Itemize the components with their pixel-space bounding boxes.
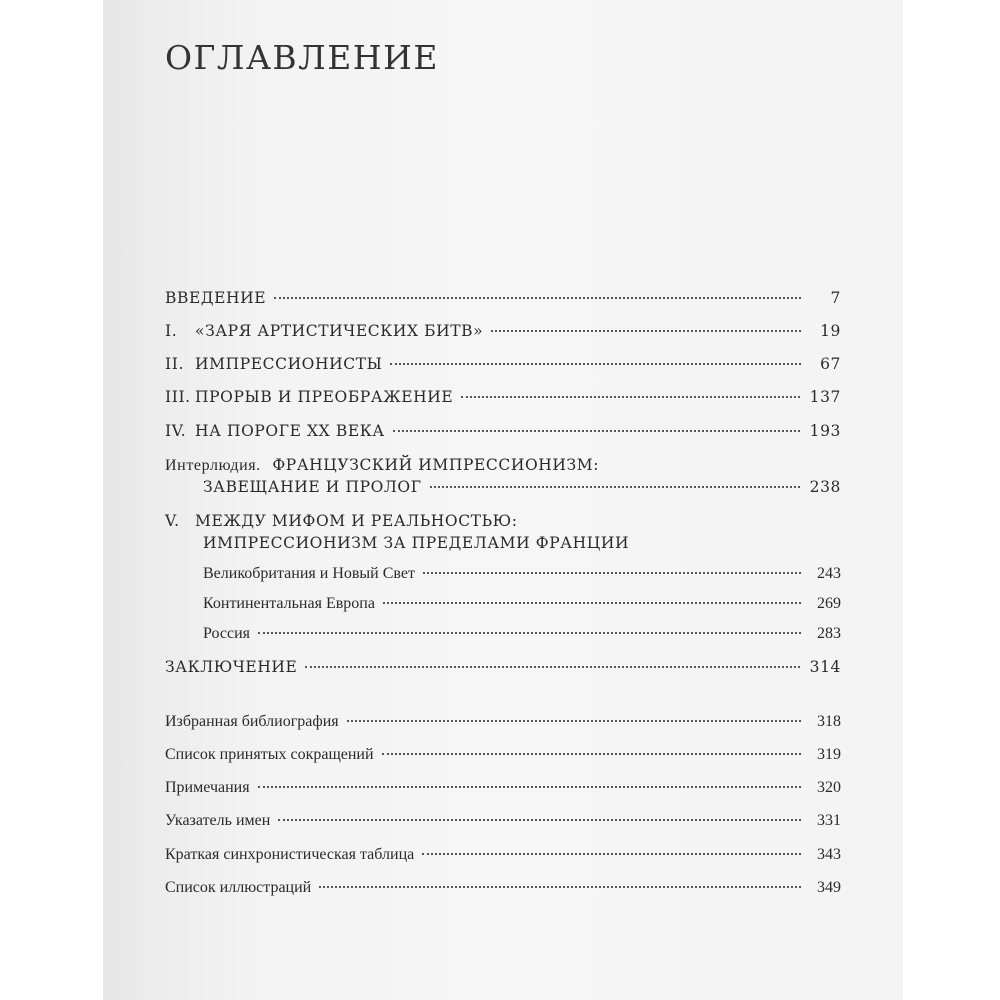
toc-appendix-entry bbox=[165, 777, 841, 799]
chapter-number: I. bbox=[165, 322, 178, 340]
toc-entry-chapter-2 bbox=[165, 353, 841, 375]
toc-subsection bbox=[203, 563, 841, 585]
toc-label: «ЗАРЯ АРТИСТИЧЕСКИХ БИТВ» bbox=[195, 322, 484, 340]
dot-leader bbox=[383, 602, 801, 604]
toc-page-number: 243 bbox=[817, 565, 841, 582]
toc-label: Великобритания и Новый Свет bbox=[203, 565, 415, 582]
dot-leader bbox=[274, 297, 801, 299]
toc-appendix-entry bbox=[165, 810, 841, 832]
toc-page-number: 349 bbox=[817, 879, 841, 896]
toc-label: МЕЖДУ МИФОМ И РЕАЛЬНОСТЬЮ: bbox=[195, 512, 518, 530]
toc-entry-interlude bbox=[203, 476, 841, 498]
toc-label: ЗАВЕЩАНИЕ И ПРОЛОГ bbox=[203, 478, 422, 496]
toc-label: ФРАНЦУЗСКИЙ ИМПРЕССИОНИЗМ: bbox=[272, 456, 600, 474]
chapter-number: III. bbox=[165, 388, 191, 406]
toc-entry-chapter-5-line-1 bbox=[165, 510, 518, 532]
dot-leader bbox=[390, 363, 801, 365]
toc-label: ЗАКЛЮЧЕНИЕ bbox=[165, 658, 298, 676]
dot-leader bbox=[461, 396, 799, 398]
toc-label: НА ПОРОГЕ XX ВЕКА bbox=[195, 422, 385, 440]
toc-page-number: 238 bbox=[809, 478, 841, 496]
toc-label: ВВЕДЕНИЕ bbox=[165, 289, 267, 307]
page-margin bbox=[903, 0, 1000, 1000]
dot-leader bbox=[278, 819, 801, 821]
toc-page-number: 269 bbox=[817, 595, 841, 612]
dot-leader bbox=[347, 720, 801, 722]
toc-page-number: 193 bbox=[809, 422, 841, 440]
dot-leader bbox=[382, 753, 801, 755]
dot-leader bbox=[423, 572, 801, 574]
toc-label: ИМПРЕССИОНИЗМ ЗА ПРЕДЕЛАМИ ФРАНЦИИ bbox=[203, 534, 630, 552]
chapter-number: IV. bbox=[165, 422, 187, 440]
interlude-prefix: Интерлюдия. bbox=[165, 457, 261, 474]
toc-label: Указатель имен bbox=[165, 812, 271, 829]
toc-entry-interlude-line-1 bbox=[165, 454, 599, 477]
dot-leader bbox=[422, 853, 801, 855]
toc-label: ПРОРЫВ И ПРЕОБРАЖЕНИЕ bbox=[195, 388, 454, 406]
toc-page-number: 318 bbox=[817, 713, 841, 730]
toc-label: Список иллюстраций bbox=[165, 879, 312, 896]
toc-entry-intro bbox=[165, 287, 841, 309]
chapter-number: II. bbox=[165, 355, 184, 373]
toc-entry-chapter-1 bbox=[165, 320, 841, 342]
dot-leader bbox=[319, 886, 801, 888]
toc-entry-chapter-3 bbox=[165, 386, 841, 408]
toc-page-number: 19 bbox=[820, 322, 841, 340]
toc-page-number: 319 bbox=[817, 746, 841, 763]
toc-entry-conclusion bbox=[165, 656, 841, 678]
toc-page-number: 343 bbox=[817, 846, 841, 863]
toc-appendix-entry bbox=[165, 844, 841, 866]
toc-label: Избранная библиография bbox=[165, 713, 339, 730]
dot-leader bbox=[393, 430, 800, 432]
toc-appendix-entry bbox=[165, 711, 841, 733]
dot-leader bbox=[258, 632, 801, 634]
toc-subsection bbox=[203, 623, 841, 645]
chapter-number: V. bbox=[165, 512, 180, 530]
toc-appendix-entry bbox=[165, 744, 841, 766]
toc-page-number: 314 bbox=[809, 658, 841, 676]
toc-subsection bbox=[203, 593, 841, 615]
toc-page-number: 331 bbox=[817, 812, 841, 829]
toc-entry-chapter-4 bbox=[165, 420, 841, 442]
toc-page-number: 67 bbox=[820, 355, 841, 373]
toc-appendix-entry bbox=[165, 877, 841, 899]
toc-label: ИМПРЕССИОНИСТЫ bbox=[195, 355, 383, 373]
dot-leader bbox=[430, 486, 800, 488]
toc-label: Континентальная Европа bbox=[203, 595, 375, 612]
toc-label: Краткая синхронистическая таблица bbox=[165, 846, 415, 863]
toc-entry-chapter-5-line-2 bbox=[203, 532, 629, 554]
dot-leader bbox=[258, 786, 801, 788]
toc-page-number: 283 bbox=[817, 625, 841, 642]
dot-leader bbox=[491, 330, 801, 332]
toc-label: Список принятых сокращений bbox=[165, 746, 374, 763]
toc-page-number: 7 bbox=[830, 289, 841, 307]
toc-page-number: 137 bbox=[809, 388, 841, 406]
dot-leader bbox=[305, 666, 799, 668]
toc-label: Россия bbox=[203, 625, 251, 642]
toc-page-number: 320 bbox=[817, 779, 841, 796]
book-page bbox=[103, 0, 903, 1000]
page-title: ОГЛАВЛЕНИЕ bbox=[165, 38, 439, 77]
toc-label: Примечания bbox=[165, 779, 250, 796]
